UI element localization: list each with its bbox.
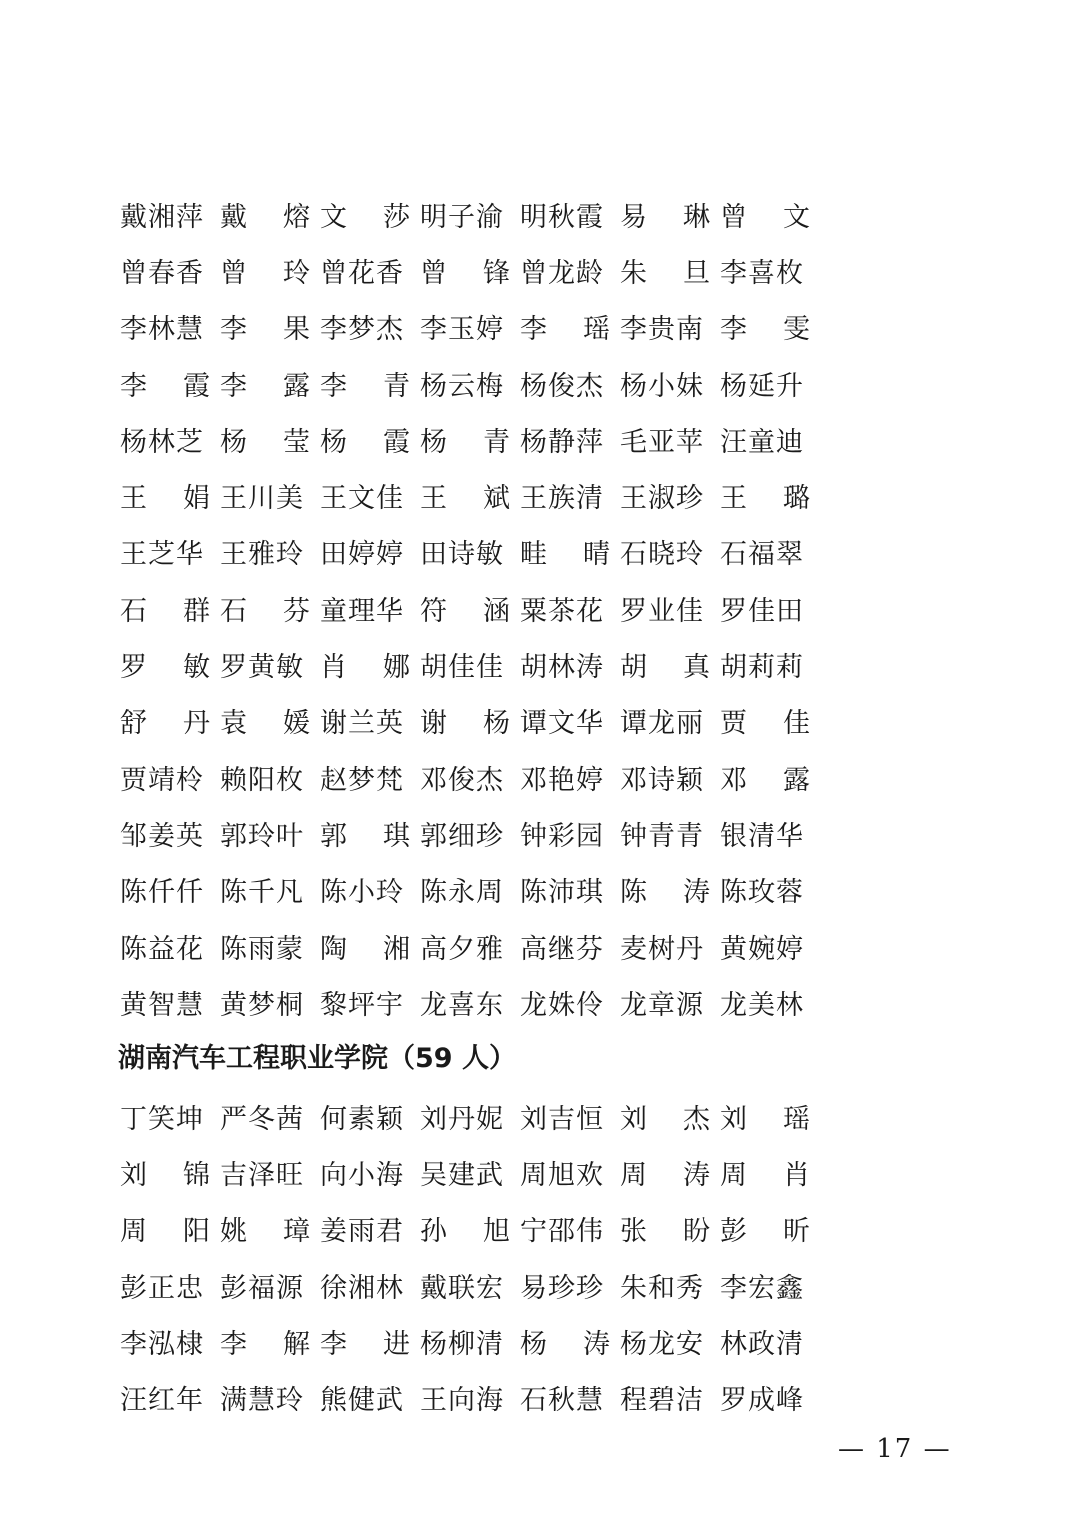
person-name: 李 露 [220,370,310,402]
person-name: 郭细珍 [420,820,504,852]
person-name: 曾 玲 [220,257,310,289]
person-name: 汪红年 [120,1385,204,1417]
person-name: 陈 涛 [620,877,710,909]
person-name: 罗佳田 [720,595,804,627]
person-name: 王芝华 [120,539,204,571]
person-name: 黄婉婷 [720,933,804,965]
person-name: 李 进 [320,1328,410,1360]
person-name: 李玉婷 [420,314,504,346]
name-row [120,467,820,523]
name-row [120,1313,820,1369]
name-row [120,242,820,298]
person-name: 王川美 [220,483,304,515]
person-name: 邹姜英 [120,820,204,852]
person-name: 杨柳清 [420,1328,504,1360]
name-row [120,749,820,805]
person-name: 王文佳 [320,483,404,515]
person-name: 陈仟仟 [120,877,204,909]
person-name: 罗 敏 [120,652,210,684]
person-name: 罗黄敏 [220,652,304,684]
person-name: 谢 杨 [420,708,510,740]
person-name: 严冬茜 [220,1103,304,1135]
person-name: 龙喜东 [420,989,504,1021]
person-name: 石 芬 [220,595,310,627]
person-name: 舒 丹 [120,708,210,740]
person-name: 陈小玲 [320,877,404,909]
person-name: 杨延升 [720,370,804,402]
person-name: 黎坪宇 [320,989,404,1021]
person-name: 石福翠 [720,539,804,571]
person-name: 陈雨蒙 [220,933,304,965]
person-name: 程碧洁 [620,1385,704,1417]
person-name: 黄梦桐 [220,989,304,1021]
person-name: 陈益花 [120,933,204,965]
person-name: 曾 锋 [420,257,510,289]
person-name: 王 斌 [420,483,510,515]
person-name: 罗业佳 [620,595,704,627]
name-row [120,918,820,974]
person-name: 谢兰英 [320,708,404,740]
person-name: 胡林涛 [520,652,604,684]
person-name: 曾龙龄 [520,257,604,289]
person-name: 曾花香 [320,257,404,289]
person-name: 陈永周 [420,877,504,909]
name-row [120,524,820,580]
person-name: 杨龙安 [620,1328,704,1360]
person-name: 文 莎 [320,201,410,233]
person-name: 刘 瑶 [720,1103,810,1135]
person-name: 戴 熔 [220,201,310,233]
person-name: 王雅玲 [220,539,304,571]
person-name: 袁 媛 [220,708,310,740]
person-name: 宁邵伟 [520,1216,604,1248]
person-name: 曾春香 [120,257,204,289]
person-name: 李宏鑫 [720,1272,804,1304]
person-name: 龙章源 [620,989,704,1021]
person-name: 李 青 [320,370,410,402]
person-name: 杨静萍 [520,426,604,458]
person-name: 田诗敏 [420,539,504,571]
person-name: 李 瑶 [520,314,610,346]
person-name: 贾 佳 [720,708,810,740]
name-list-continued [120,186,820,1030]
person-name: 邓艳婷 [520,764,604,796]
person-name: 彭正忠 [120,1272,204,1304]
person-name: 姚 璋 [220,1216,310,1248]
person-name: 朱和秀 [620,1272,704,1304]
person-name: 陶 湘 [320,933,410,965]
name-row [120,355,820,411]
person-name: 王向海 [420,1385,504,1417]
person-name: 陈沛琪 [520,877,604,909]
person-name: 彭 昕 [720,1216,810,1248]
institution-name: 湖南汽车工程职业学院 [118,1043,388,1074]
person-name: 张 盼 [620,1216,710,1248]
person-name: 彭福源 [220,1272,304,1304]
person-name: 杨 莹 [220,426,310,458]
person-name: 向小海 [320,1159,404,1191]
person-name: 高继芬 [520,933,604,965]
person-name: 石秋慧 [520,1385,604,1417]
person-name: 王族清 [520,483,604,515]
person-name: 戴联宏 [420,1272,504,1304]
person-name: 杨 涛 [520,1328,610,1360]
name-row [120,974,820,1030]
person-name: 胡莉莉 [720,652,804,684]
person-name: 罗成峰 [720,1385,804,1417]
person-name: 吉泽旺 [220,1159,304,1191]
name-row [120,805,820,861]
person-name: 龙美林 [720,989,804,1021]
name-row [120,299,820,355]
name-row [120,580,820,636]
name-row [120,636,820,692]
person-name: 戴湘萍 [120,201,204,233]
name-list-hunan-automotive [120,1088,820,1426]
name-row [120,411,820,467]
name-row [120,1201,820,1257]
person-name: 杨俊杰 [520,370,604,402]
person-name: 陈玫蓉 [720,877,804,909]
member-count: （59 人） [388,1043,516,1074]
person-name: 李 解 [220,1328,310,1360]
person-name: 胡 真 [620,652,710,684]
person-name: 熊健武 [320,1385,404,1417]
name-row [120,1369,820,1425]
person-name: 石 群 [120,595,210,627]
person-name: 吴建武 [420,1159,504,1191]
person-name: 杨云梅 [420,370,504,402]
person-name: 徐湘林 [320,1272,404,1304]
person-name: 李林慧 [120,314,204,346]
name-row [120,693,820,749]
person-name: 易 琳 [620,201,710,233]
person-name: 李梦杰 [320,314,404,346]
person-name: 畦 晴 [520,539,610,571]
person-name: 赵梦梵 [320,764,404,796]
person-name: 汪童迪 [720,426,804,458]
person-name: 邓诗颖 [620,764,704,796]
person-name: 刘吉恒 [520,1103,604,1135]
person-name: 明子渝 [420,201,504,233]
page-number: — 17 — [838,1434,952,1464]
section-heading [118,1036,516,1075]
person-name: 钟彩园 [520,820,604,852]
person-name: 周旭欢 [520,1159,604,1191]
person-name: 郭 琪 [320,820,410,852]
person-name: 贾靖柃 [120,764,204,796]
person-name: 谭文华 [520,708,604,740]
person-name: 王 娟 [120,483,210,515]
person-name: 李 雯 [720,314,810,346]
person-name: 杨 青 [420,426,510,458]
person-name: 麦树丹 [620,933,704,965]
person-name: 林政清 [720,1328,804,1360]
person-name: 黄智慧 [120,989,204,1021]
person-name: 粟茶花 [520,595,604,627]
person-name: 李 霞 [120,370,210,402]
person-name: 周 阳 [120,1216,210,1248]
person-name: 孙 旭 [420,1216,510,1248]
person-name: 肖 娜 [320,652,410,684]
person-name: 李 果 [220,314,310,346]
person-name: 明秋霞 [520,201,604,233]
person-name: 丁笑坤 [120,1103,204,1135]
person-name: 银清华 [720,820,804,852]
person-name: 赖阳枚 [220,764,304,796]
person-name: 郭玲叶 [220,820,304,852]
name-row [120,1257,820,1313]
person-name: 曾 文 [720,201,810,233]
person-name: 谭龙丽 [620,708,704,740]
person-name: 陈千凡 [220,877,304,909]
person-name: 王 璐 [720,483,810,515]
person-name: 毛亚苹 [620,426,704,458]
person-name: 易珍珍 [520,1272,604,1304]
person-name: 符 涵 [420,595,510,627]
name-row [120,1144,820,1200]
person-name: 邓 露 [720,764,810,796]
person-name: 刘 锦 [120,1159,210,1191]
person-name: 王淑珍 [620,483,704,515]
person-name: 何素颖 [320,1103,404,1135]
name-row [120,186,820,242]
person-name: 周 涛 [620,1159,710,1191]
name-row [120,862,820,918]
person-name: 杨小妹 [620,370,704,402]
person-name: 杨林芝 [120,426,204,458]
person-name: 高夕雅 [420,933,504,965]
name-row [120,1088,820,1144]
person-name: 胡佳佳 [420,652,504,684]
person-name: 田婷婷 [320,539,404,571]
person-name: 钟青青 [620,820,704,852]
person-name: 姜雨君 [320,1216,404,1248]
person-name: 李喜枚 [720,257,804,289]
person-name: 邓俊杰 [420,764,504,796]
person-name: 龙姝伶 [520,989,604,1021]
person-name: 李贵南 [620,314,704,346]
person-name: 刘 杰 [620,1103,710,1135]
person-name: 满慧玲 [220,1385,304,1417]
person-name: 周 肖 [720,1159,810,1191]
person-name: 李泓棣 [120,1328,204,1360]
person-name: 石晓玲 [620,539,704,571]
person-name: 童理华 [320,595,404,627]
person-name: 刘丹妮 [420,1103,504,1135]
person-name: 杨 霞 [320,426,410,458]
person-name: 朱 旦 [620,257,710,289]
